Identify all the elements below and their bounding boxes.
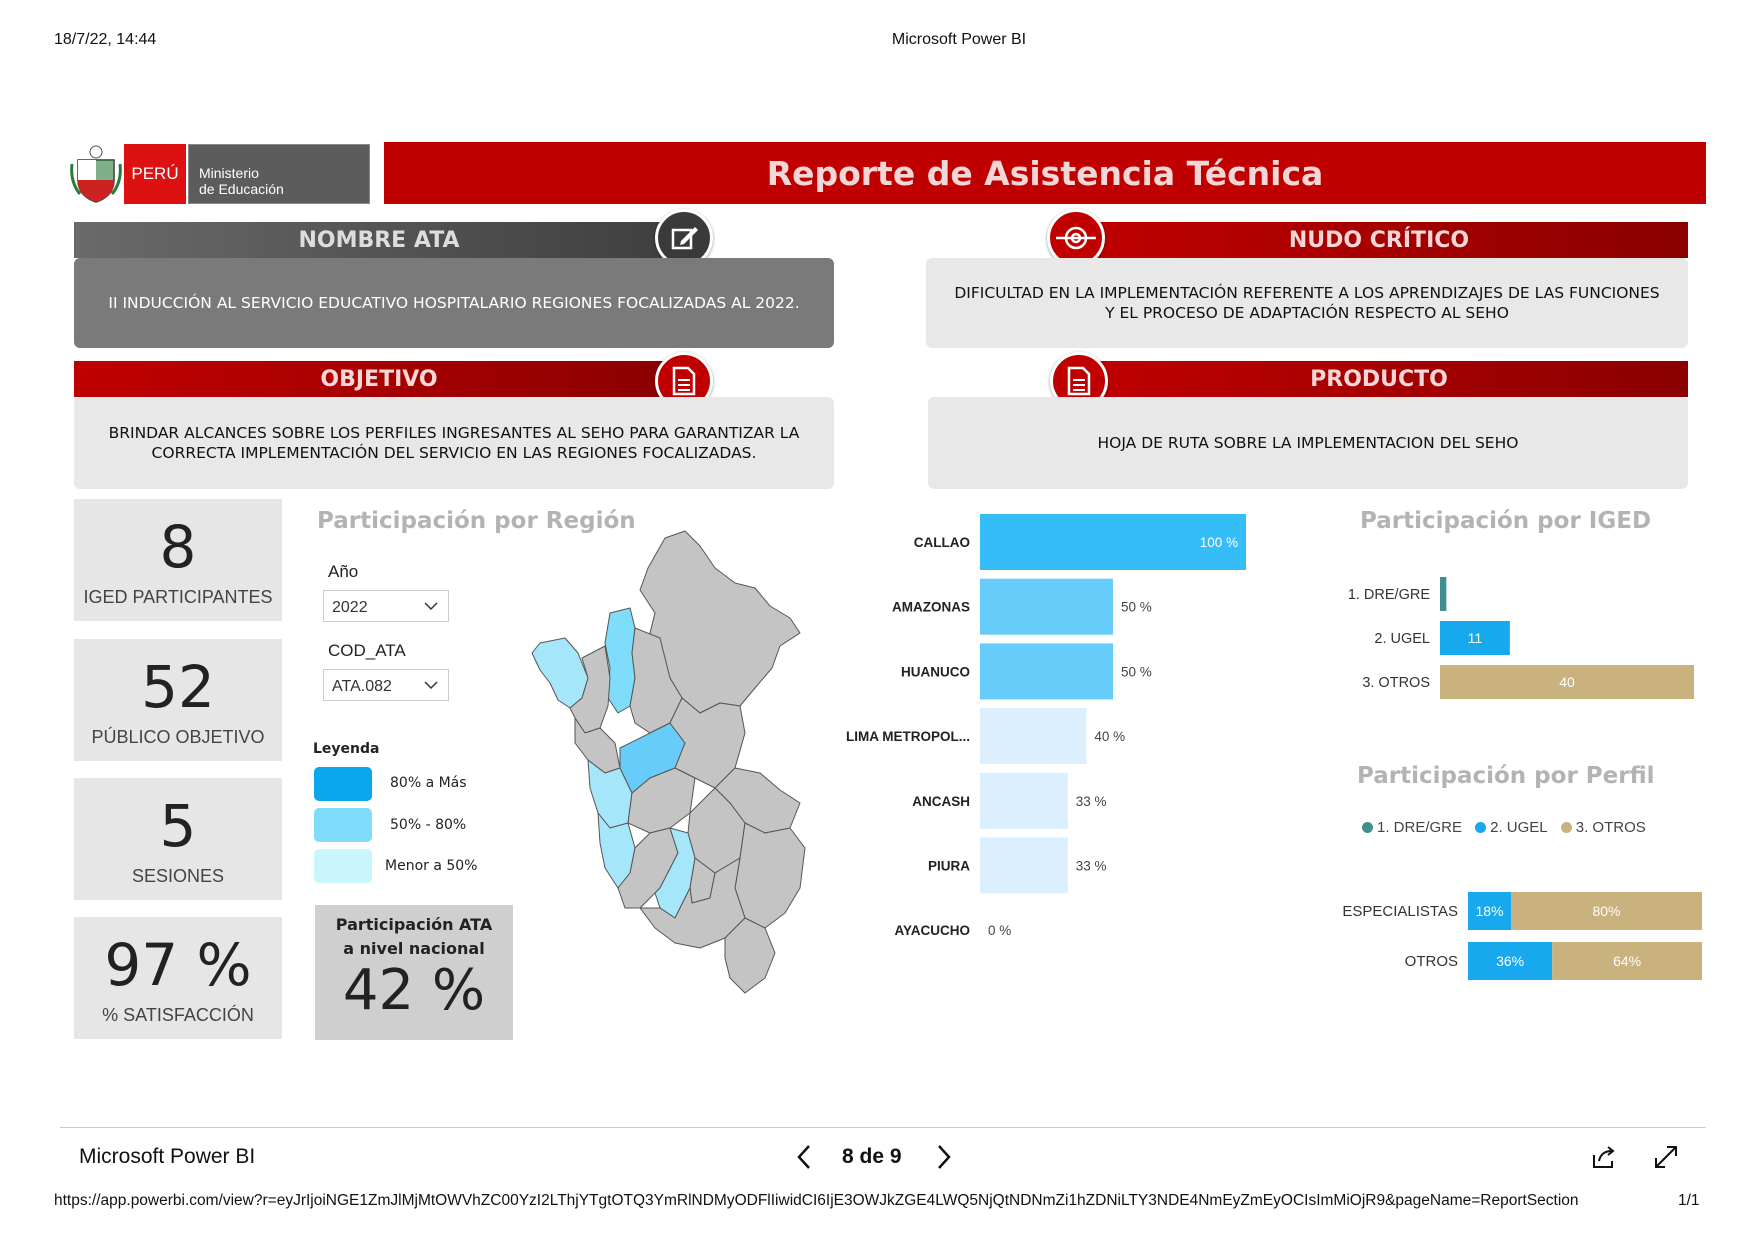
logo-ministry-line1: Ministerio [199, 165, 259, 181]
nudo-critico-text: DIFICULTAD EN LA IMPLEMENTACIÓN REFERENTE A LOS APRENDIZAJES DE LAS FUNCIONES Y EL PROCESO DE ADAPTACIÓN RESPECTO AL SEHO [926, 258, 1688, 348]
year-select-value: 2022 [332, 599, 368, 616]
bar-value-label: 50 % [1121, 664, 1152, 680]
producto-title: PRODUCTO [1070, 361, 1688, 397]
region-section-title: Participación por Región [317, 508, 636, 534]
kpi-card [74, 917, 282, 1039]
nudo-critico-title: NUDO CRÍTICO [1070, 222, 1688, 258]
bar-category-label: 1. DRE/GRE [1347, 587, 1430, 603]
bar [980, 773, 1068, 829]
bar-category-label: ANCASH [912, 793, 970, 809]
legend-dot [1475, 822, 1486, 833]
map-region-tumbes-piura [532, 638, 588, 708]
national-participation-card [315, 905, 513, 1040]
kpi-value: 97 % [104, 931, 252, 999]
bar-category-label: 3. OTROS [1362, 675, 1430, 691]
minedu-logo [70, 142, 370, 205]
perfil-stacked-bar-chart [1290, 890, 1710, 1000]
legend-label: 50% - 80% [390, 817, 467, 833]
bar-value-label: 100 % [1199, 535, 1238, 550]
kpi-value: 5 [159, 792, 197, 860]
fullscreen-button[interactable] [1652, 1143, 1680, 1171]
bar-category-label: LIMA METROPOL... [846, 729, 970, 745]
share-icon [1590, 1143, 1618, 1171]
kpi-label: PÚBLICO OBJETIVO [91, 727, 265, 747]
kpi-label: % SATISFACCIÓN [102, 1005, 254, 1025]
bar-value-label: 18% [1475, 903, 1504, 919]
iged-chart-title: Participación por IGED [1360, 508, 1652, 534]
legend-dot [1561, 822, 1572, 833]
bar-value-label: 0 % [988, 923, 1012, 939]
bar-value-label: 40 % [1094, 729, 1126, 745]
kpi-card [74, 639, 282, 761]
bar [980, 579, 1113, 635]
previous-page-button[interactable] [794, 1143, 816, 1171]
bar-value-label: 80% [1592, 903, 1621, 919]
page-url: https://app.powerbi.com/view?r=eyJrIjoiNGE1ZmJlMjMtOWVhZC00YzI2LThjYTgtOTQ3YmRlNDMyODFlIiwidCI6IjE3OWJkZGE4LWQ5NjQtNDNmZi1hZDNiLTY3NDE4NmEyZmEyOCIsImMiOjR9&pageName=ReportSection [54, 1192, 1579, 1209]
chevron-right-icon [932, 1143, 954, 1171]
perfil-chart-title: Participación por Perfil [1357, 763, 1655, 789]
legend-label: Menor a 50% [385, 858, 478, 874]
legend-title: Leyenda [313, 741, 380, 757]
bar-category-label: HUANUCO [901, 664, 970, 680]
footer-app-title: Microsoft Power BI [79, 1145, 256, 1168]
print-datetime: 18/7/22, 14:44 [54, 31, 157, 48]
perfil-legend [1362, 817, 1654, 836]
kpi-card [74, 778, 282, 900]
bar-category-label: OTROS [1404, 953, 1458, 970]
legend-swatch [314, 849, 372, 883]
expand-icon [1652, 1143, 1680, 1171]
bar [1440, 577, 1446, 611]
bar-value-label: 36% [1496, 953, 1525, 969]
bar-value-label: 64% [1613, 953, 1642, 969]
logo-ministry-line2: de Educación [199, 181, 284, 197]
bar-value-label: 50 % [1121, 599, 1152, 615]
bar-category-label: CALLAO [913, 535, 970, 550]
legend-swatch [314, 767, 372, 801]
national-value: 42 % [342, 958, 486, 1023]
footer-divider [60, 1127, 1706, 1128]
bar-value-label: 11 [1467, 630, 1483, 646]
share-button[interactable] [1590, 1143, 1618, 1171]
print-title: Microsoft Power BI [891, 31, 1027, 48]
legend-item [1561, 819, 1646, 836]
iged-bar-chart [1290, 575, 1710, 725]
legend-dot [1362, 822, 1373, 833]
legend-label: 1. DRE/GRE [1377, 819, 1463, 836]
kpi-card [74, 499, 282, 621]
bar-category-label: ESPECIALISTAS [1342, 903, 1458, 920]
objetivo-text: BRINDAR ALCANCES SOBRE LOS PERFILES INGRESANTES AL SEHO PARA GARANTIZAR LA CORRECTA IMPLEMENTACIÓN DEL SERVICIO EN LAS REGIONES FOCALIZADAS. [74, 397, 834, 489]
bar-value-label: 33 % [1075, 793, 1107, 809]
kpi-label: IGED PARTICIPANTES [83, 587, 273, 607]
report-title: Reporte de Asistencia Técnica [384, 142, 1706, 204]
logo-ministry [188, 144, 370, 204]
bar-category-label: PIURA [927, 858, 970, 874]
nombre-ata-title: NOMBRE ATA [74, 222, 684, 258]
legend-swatch [314, 808, 372, 842]
bar-category-label: AYACUCHO [894, 923, 970, 939]
national-title-line1: Participación ATA [335, 915, 493, 934]
kpi-label: SESIONES [131, 866, 225, 886]
kpi-value: 52 [141, 653, 215, 721]
year-select[interactable] [323, 590, 449, 622]
national-title-line2: a nivel nacional [343, 939, 485, 958]
legend-item [1475, 819, 1548, 836]
legend-item [1362, 819, 1462, 836]
next-page-button[interactable] [932, 1143, 954, 1171]
legend-label: 2. UGEL [1490, 819, 1548, 836]
logo-peru: PERÚ [124, 144, 186, 204]
kpi-value: 8 [159, 513, 197, 581]
region-bar-chart [840, 510, 1300, 1000]
legend-label: 3. OTROS [1575, 819, 1646, 836]
bar-category-label: AMAZONAS [892, 599, 970, 615]
chevron-left-icon [794, 1143, 816, 1171]
chevron-down-icon [424, 678, 438, 692]
bar-value-label: 40 [1559, 674, 1575, 690]
bar-category-label: 2. UGEL [1374, 631, 1430, 647]
print-page-count: 1/1 [1678, 1192, 1700, 1209]
nombre-ata-text: II INDUCCIÓN AL SERVICIO EDUCATIVO HOSPITALARIO REGIONES FOCALIZADAS AL 2022. [74, 258, 834, 348]
bar-value-label: 33 % [1075, 858, 1107, 874]
cod-ata-select[interactable] [323, 669, 449, 701]
page-indicator: 8 de 9 [842, 1145, 902, 1168]
map-region-amazonas [605, 608, 635, 713]
peru-region-map[interactable] [510, 528, 850, 1023]
year-filter-label: Año [328, 562, 359, 581]
bar [980, 708, 1086, 764]
cod-ata-select-value: ATA.082 [332, 678, 392, 695]
producto-text: HOJA DE RUTA SOBRE LA IMPLEMENTACION DEL SEHO [928, 397, 1688, 489]
chevron-down-icon [424, 599, 438, 613]
cod-ata-filter-label: COD_ATA [328, 641, 406, 660]
coat-of-arms-icon [70, 142, 122, 205]
objetivo-title: OBJETIVO [74, 361, 684, 397]
legend-label: 80% a Más [390, 775, 467, 791]
map-region-puno [735, 823, 805, 928]
bar [980, 643, 1113, 699]
bar [980, 838, 1068, 894]
